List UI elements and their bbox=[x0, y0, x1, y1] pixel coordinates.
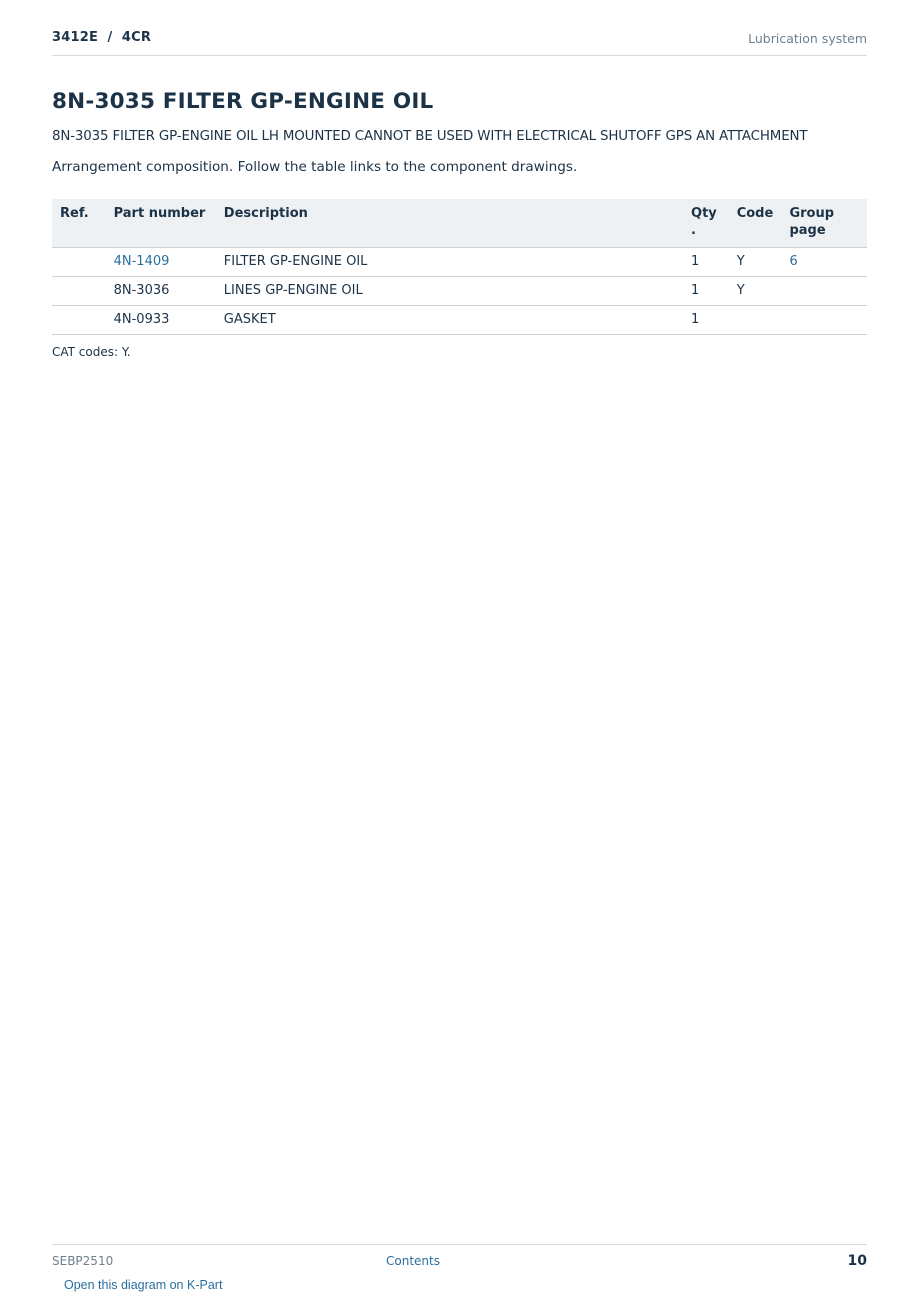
model-label: 3412E / 4CR bbox=[52, 30, 152, 45]
page-subtitle: 8N-3035 FILTER GP-ENGINE OIL LH MOUNTED CANNOT BE USED WITH ELECTRICAL SHUTOFF GPS AN ATTACHMENT bbox=[52, 129, 808, 144]
cell-ref bbox=[52, 306, 114, 335]
cell-ref bbox=[52, 248, 114, 277]
cell-part-number: 4N-0933 bbox=[114, 306, 224, 335]
cell-part-number bbox=[114, 248, 224, 277]
table-row bbox=[52, 277, 867, 306]
group-header-line1: Group bbox=[789, 206, 835, 221]
table-row bbox=[52, 306, 867, 335]
cell-qty: 1 bbox=[691, 248, 737, 277]
table-row bbox=[52, 248, 867, 277]
section-label: Lubrication system bbox=[748, 31, 867, 46]
document-id: SEBP2510 bbox=[52, 1254, 114, 1268]
open-kpart-link[interactable]: Open this diagram on K-Part bbox=[64, 1278, 223, 1292]
column-header-code: Code bbox=[737, 199, 790, 248]
cell-group-page bbox=[789, 306, 867, 335]
document-page bbox=[52, 0, 867, 1300]
cell-description: LINES GP-ENGINE OIL bbox=[224, 277, 691, 306]
table-header-row bbox=[52, 199, 867, 248]
page-header bbox=[52, 28, 867, 56]
cell-description: GASKET bbox=[224, 306, 691, 335]
cell-qty: 1 bbox=[691, 277, 737, 306]
column-header-ref: Ref. bbox=[52, 199, 114, 248]
group-header-line2: page bbox=[789, 223, 826, 238]
column-header-group-page bbox=[789, 199, 867, 248]
cell-group-page bbox=[789, 277, 867, 306]
cell-group-page bbox=[789, 248, 867, 277]
cell-description: FILTER GP-ENGINE OIL bbox=[224, 248, 691, 277]
qty-header-line2: . bbox=[691, 223, 696, 238]
cell-code bbox=[737, 306, 790, 335]
intro-text: Arrangement composition. Follow the table links to the component drawings. bbox=[52, 159, 578, 175]
column-header-part-number: Part number bbox=[114, 199, 224, 248]
contents-link[interactable]: Contents bbox=[386, 1254, 440, 1268]
column-header-description: Description bbox=[224, 199, 691, 248]
page-number: 10 bbox=[847, 1253, 867, 1269]
part-number-link[interactable]: 4N-1409 bbox=[113, 254, 170, 269]
cell-ref bbox=[52, 277, 114, 306]
cell-code: Y bbox=[737, 248, 790, 277]
page-footer bbox=[52, 1244, 867, 1292]
qty-header-line1: Qty bbox=[691, 206, 717, 221]
cell-part-number: 8N-3036 bbox=[114, 277, 224, 306]
cell-qty: 1 bbox=[691, 306, 737, 335]
group-page-link[interactable]: 6 bbox=[789, 254, 798, 269]
column-header-qty bbox=[691, 199, 737, 248]
page-title: 8N-3035 FILTER GP-ENGINE OIL bbox=[52, 89, 434, 114]
cat-codes-note: CAT codes: Y. bbox=[52, 345, 131, 359]
cell-code: Y bbox=[737, 277, 790, 306]
parts-table bbox=[52, 199, 867, 335]
